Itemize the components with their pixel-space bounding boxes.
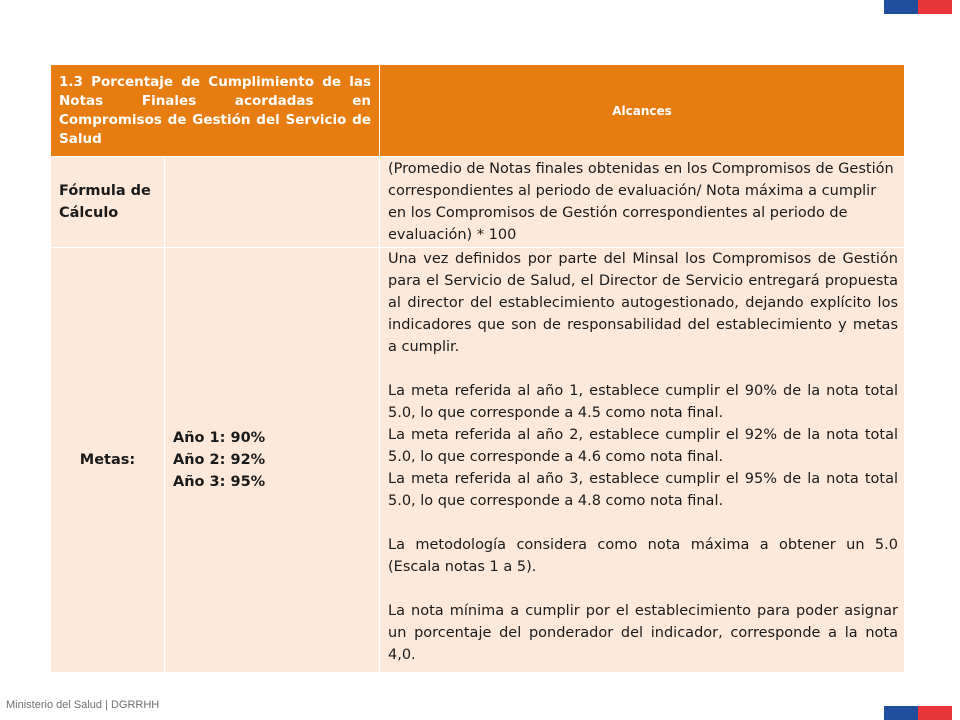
flag-stripe-top	[884, 0, 952, 14]
flag-stripe-bottom	[884, 706, 952, 720]
metas-year1-paragraph: La meta referida al año 1, establece cumplir el 90% de la nota total 5.0, lo que corresponde a 4.5 como nota final.	[388, 383, 898, 421]
indicator-title: 1.3 Porcentaje de Cumplimiento de las Notas Finales acordadas en Compromisos de Gestión del Servicio de Salud	[51, 65, 380, 157]
flag-red-block	[918, 706, 952, 720]
flag-blue-block	[884, 706, 918, 720]
year-3-target: Año 3: 95%	[173, 474, 266, 490]
formula-row	[51, 157, 905, 248]
metas-year3-paragraph: La meta referida al año 3, establece cumplir el 95% de la nota total 5.0, lo que corresponde a 4.8 como nota final.	[388, 471, 898, 509]
formula-empty-cell	[165, 157, 380, 248]
year-2-target: Año 2: 92%	[173, 452, 266, 468]
indicator-table	[50, 64, 905, 673]
paragraph-spacer	[388, 358, 898, 380]
paragraph-spacer	[388, 512, 898, 534]
metas-intro-paragraph: Una vez definidos por parte del Minsal los Compromisos de Gestión para el Servicio de Salud, el Director de Servicio entregará propuesta al director del establecimiento autogestionado, dejando explícito los indicadores que son de responsabilidad del establecimiento y metas a cumplir.	[388, 251, 898, 355]
metas-minimum-paragraph: La nota mínima a cumplir por el establecimiento para poder asignar un porcentaje del ponderador del indicador, corresponde a la nota 4,0.	[388, 603, 898, 663]
formula-label: Fórmula de Cálculo	[51, 157, 165, 248]
header-row	[51, 65, 905, 157]
footer-ministry-label: Ministerio del Salud | DGRRHH	[6, 699, 160, 711]
metas-row	[51, 248, 905, 673]
metas-year2-paragraph: La meta referida al año 2, establece cumplir el 92% de la nota total 5.0, lo que corresponde a 4.6 como nota final.	[388, 427, 898, 465]
metas-methodology-paragraph: La metodología considera como nota máxima a obtener un 5.0 (Escala notas 1 a 5).	[388, 537, 898, 575]
paragraph-spacer	[388, 578, 898, 600]
formula-text: (Promedio de Notas finales obtenidas en los Compromisos de Gestión correspondientes al periodo de evaluación/ Nota máxima a cumplir en los Compromisos de Gestión correspondientes al periodo de evaluación) * 100	[380, 157, 905, 248]
metas-label: Metas:	[51, 248, 165, 673]
scope-header: Alcances	[380, 65, 905, 157]
flag-red-block	[918, 0, 952, 14]
year-1-target: Año 1: 90%	[173, 430, 266, 446]
flag-blue-block	[884, 0, 918, 14]
metas-description	[380, 248, 905, 673]
metas-years	[165, 248, 380, 673]
